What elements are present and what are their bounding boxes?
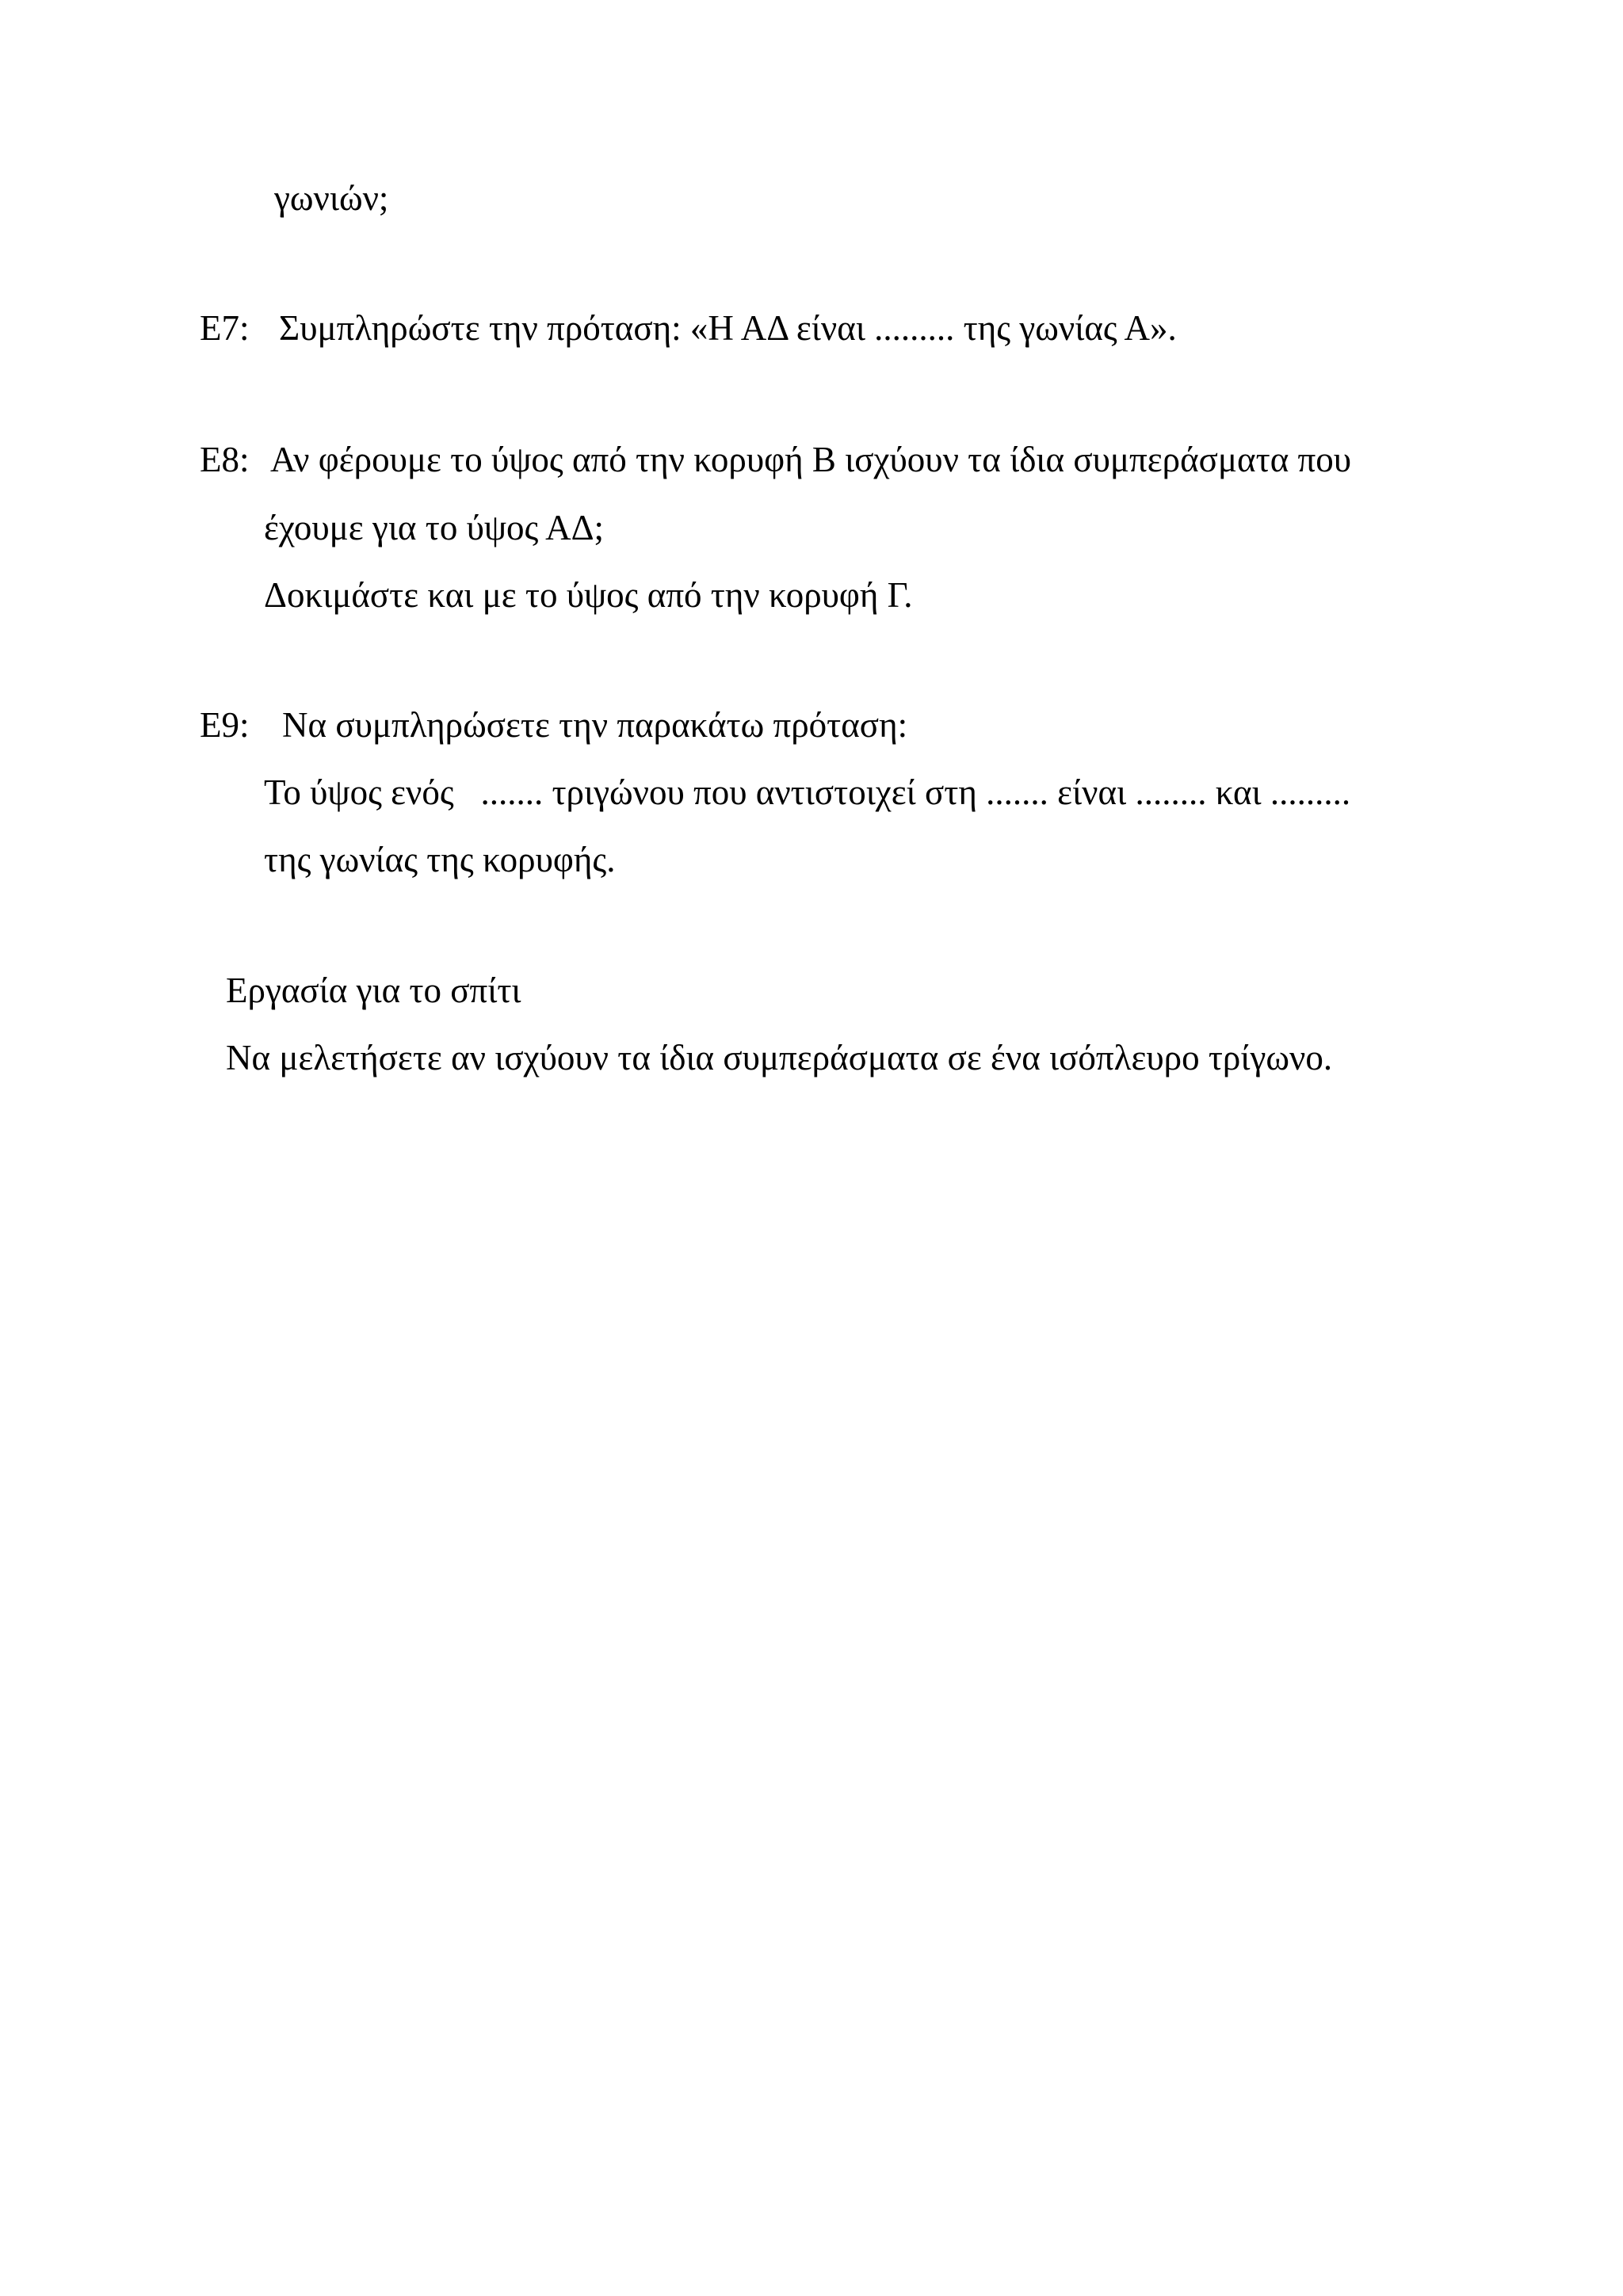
question-label: Ε7: — [200, 308, 250, 348]
question-text: έχουμε για το ύψος ΑΔ; — [264, 508, 605, 547]
homework-title: Εργασία για το σπίτι — [226, 971, 521, 1010]
question-label: Ε8: — [200, 440, 250, 479]
question-text: Συμπληρώστε την πρόταση: «Η ΑΔ είναι ......... της γωνίας Α». — [279, 308, 1177, 348]
question-text: Δοκιμάστε και με το ύψος από την κορυφή Γ. — [264, 575, 913, 615]
question-text: Να συμπληρώσετε την παρακάτω πρόταση: — [282, 705, 908, 745]
homework-text: Να μελετήσετε αν ισχύουν τα ίδια συμπεράσματα σε ένα ισόπλευρο τρίγωνο. — [226, 1038, 1333, 1077]
question-text: Το ύψος ενός ....... τριγώνου που αντιστοιχεί στη ....... είναι ........ και ......... — [264, 772, 1351, 812]
question-label: Ε9: — [200, 705, 250, 745]
question-text: Αν φέρουμε το ύψος από την κορυφή Β ισχύουν τα ίδια συμπεράσματα που — [270, 440, 1352, 479]
question-text: της γωνίας της κορυφής. — [264, 840, 616, 879]
continuation-text: γωνιών; — [274, 178, 389, 218]
